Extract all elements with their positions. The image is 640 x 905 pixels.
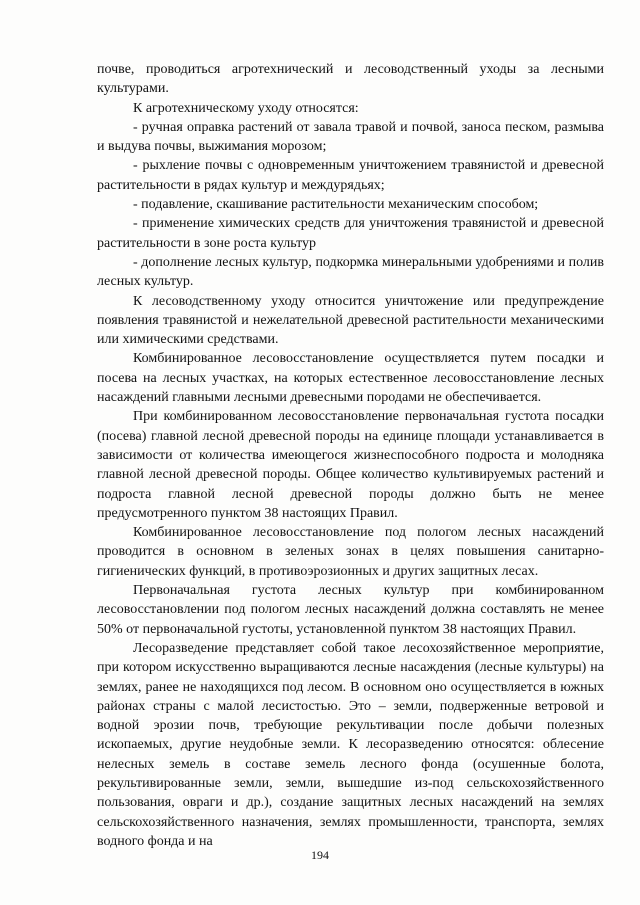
paragraph: почве, проводиться агротехнический и лесоводственный уходы за лесными культурами. bbox=[97, 62, 604, 97]
list-item: - подавление, скашивание растительности механическим способом; bbox=[133, 197, 539, 213]
list-item: - ручная оправка растений от завала травой и почвой, заноса песком, размыва и выдува почвы, выжимания морозом; bbox=[97, 119, 604, 155]
page-number: 194 bbox=[311, 848, 329, 862]
paragraph: При комбинированном лесовосстановление первоначальная густота посадки (посева) главной лесной древесной породы на единице площади устанавливается в зависимости от количества имеющегося жизнеспособного подроста и молодняка главной лесной древесной породы. Общее количество культивируемых растений и подроста главной лесной древесной породы должно быть не менее предусмотренного пунктом 38 настоящих Правил. bbox=[97, 409, 604, 521]
list-item: - применение химических средств для уничтожения травянистой и древесной растительности в зоне роста культур bbox=[97, 216, 604, 251]
paragraph: Лесоразведение представляет собой такое лесохозяйственное мероприятие, при котором искусственно выращиваются лесные насаждения (лесные культуры) на землях, ранее не находящихся под лесом. В основном оно осуществляется в южных районах страны с малой лесистостью. Это – земли, подверженные ветровой и водной эрозии почв, требующие рекультивации после добычи полезных ископаемых, другие неудобные земли. К лесоразведению относятся: облесение нелесных земель в составе земель лесного фонда (осушенные болота, рекультивированные земли, земли, вышедшие из-под сельскохозяйственного пользования, овраги и др.), создание защитных лесных насаждений на землях сельскохозяйственного назначения, землях промышленности, транспорта, землях водного фонда и на bbox=[97, 640, 604, 849]
paragraph: Первоначальная густота лесных культур при комбинированном лесовосстановлении под пологом лесных насаждений должна составлять не менее 50% от первоначальной густоты, установленной пунктом 38 настоящих Правил. bbox=[97, 583, 604, 637]
paragraph: К лесоводственному уходу относится уничтожение или предупреждение появления травянистой и нежелательной древесной растительности механическими или химическими средствами. bbox=[97, 293, 604, 348]
paragraph: К агротехническому уходу относятся: bbox=[133, 100, 359, 116]
body-text bbox=[97, 60, 604, 851]
list-item: - дополнение лесных культур, подкормка минеральными удобрениями и полив лесных культур. bbox=[97, 254, 604, 290]
paragraph: Комбинированное лесовосстановление осуществляется путем посадки и посева на лесных участках, на которых естественное лесовосстановление лесных насаждений главными лесными древесными породами не обеспечивается. bbox=[97, 351, 604, 406]
list-item: - рыхление почвы с одновременным уничтожением травянистой и древесной растительности в рядах культур и междурядьях; bbox=[97, 158, 604, 193]
paragraph: Комбинированное лесовосстановление под пологом лесных насаждений проводится в основном в зеленых зонах в целях повышения санитарно-гигиенических функций, в противоэрозионных и других защитных лесах. bbox=[97, 525, 604, 579]
